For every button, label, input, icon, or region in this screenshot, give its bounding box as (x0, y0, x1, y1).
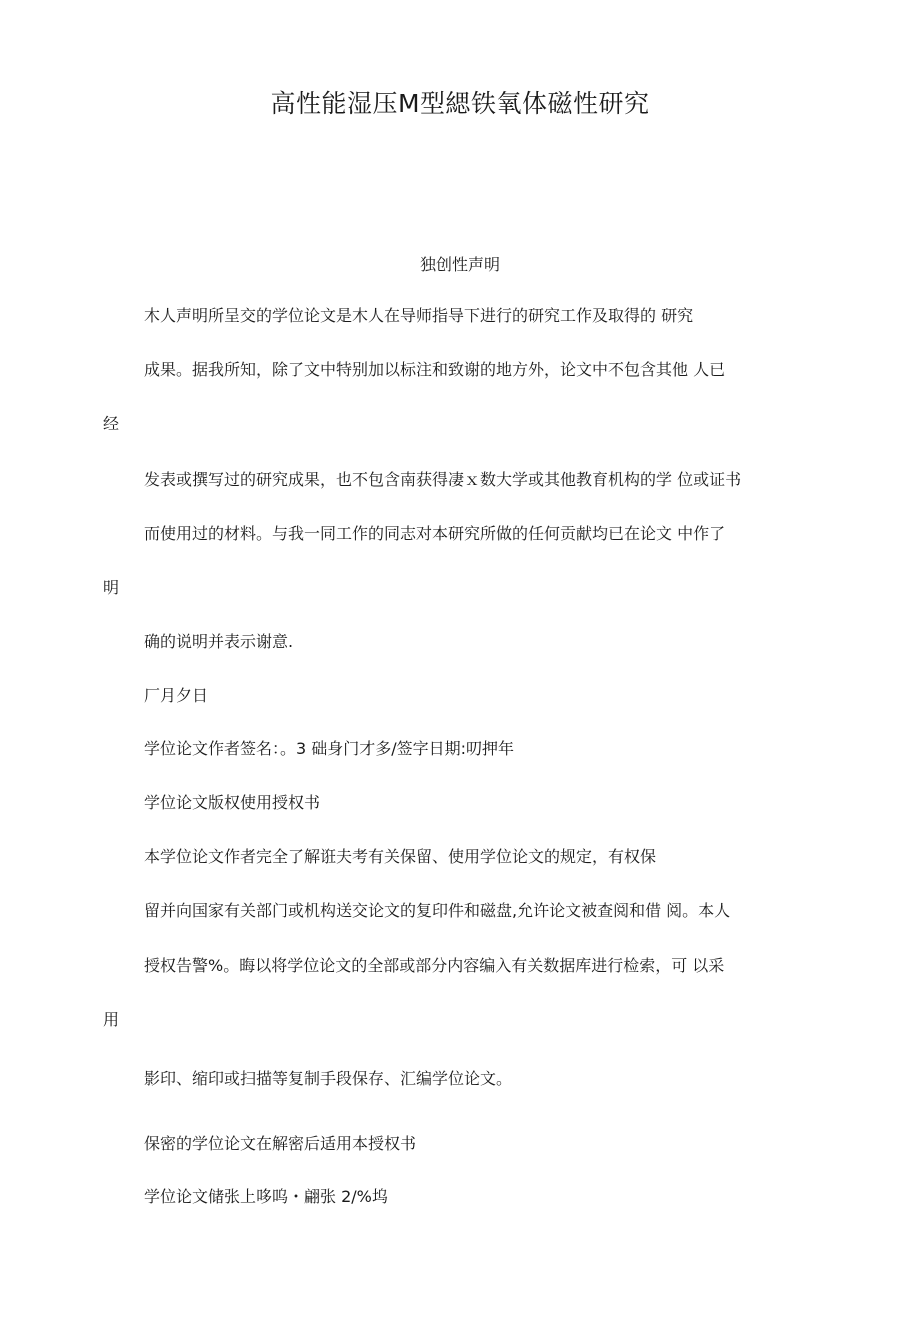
paragraph-line: 而使用过的材料。与我一同工作的同志对本研究所做的任何贡献均已在论文 中作了 (144, 524, 726, 543)
paragraph-line: 发表或撰写过的研究成果，也不包含南获得凄ｘ数大学或其他教育机构的学 位或证书 (144, 470, 742, 489)
paragraph-line: 影印、缩印或扫描等复制手段保存、汇编学位论文。 (144, 1069, 513, 1088)
paragraph-line: 授权告警%。晦以将学位论文的全部或部分内容编入有关数据库进行检索，可 以采 (144, 956, 725, 975)
paragraph-line: 用 (103, 1010, 120, 1029)
paragraph-line: 经 (103, 414, 120, 433)
paragraph-line: 木人声明所呈交的学位论文是木人在导师指导下进行的研究工作及取得的 研究 (144, 306, 694, 325)
document-title: 高性能湿压M型緦铁氧体磁性研究 (270, 89, 650, 118)
date-line: 厂月夕日 (144, 686, 209, 705)
declaration-heading: 独创性声明 (419, 255, 500, 274)
signature-line: 学位论文储张上哆呜・翩张 2/%坞 (144, 1187, 388, 1206)
confidential-note: 保密的学位论文在解密后适用本授权书 (144, 1134, 417, 1153)
paragraph-line: 明 (103, 578, 120, 597)
paragraph-line: 确的说明并表示谢意. (144, 632, 294, 651)
author-signature-line: 学位论文作者签名：。3 础身门才多/签字日期:叨押年 (144, 739, 515, 758)
paragraph-line: 本学位论文作者完全了解诳夫考有关保留、使用学位论文的规定，有权保 (144, 847, 657, 866)
authorization-heading: 学位论文版权使用授权书 (144, 793, 321, 812)
paragraph-line: 留并向国家有关部门或机构送交论文的复印件和磁盘,允许论文被查阅和借 阅。本人 (144, 901, 731, 920)
paragraph-line: 成果。据我所知，除了文中特别加以标注和致谢的地方外，论文中不包含其他 人已 (144, 360, 726, 379)
